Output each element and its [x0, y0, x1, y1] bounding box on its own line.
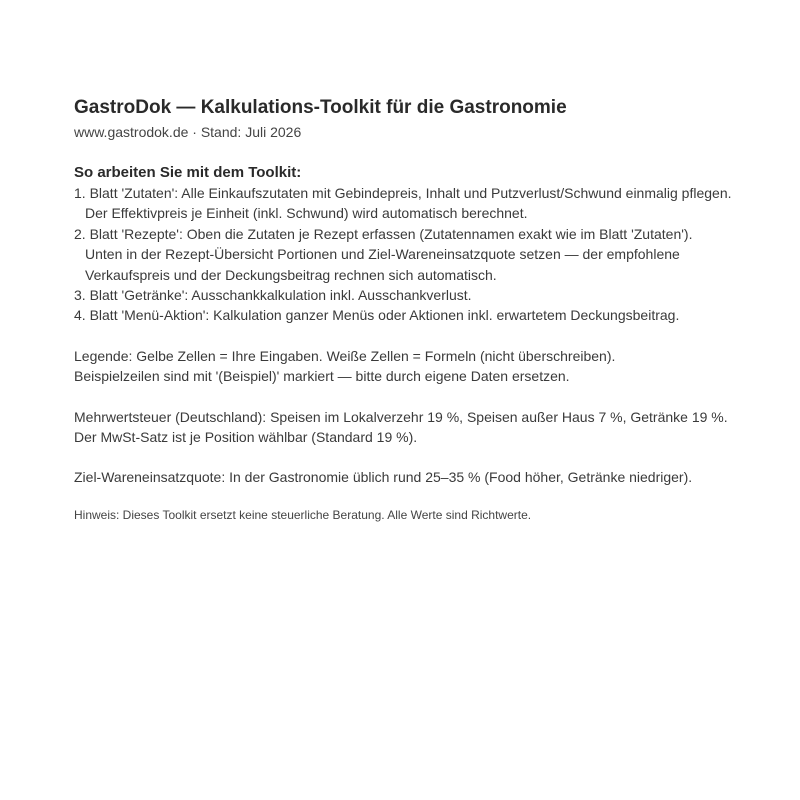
page-title: GastroDok — Kalkulations-Toolkit für die Gastronomie	[74, 97, 567, 118]
instruction-step-1: 1. Blatt 'Zutaten': Alle Einkaufszutaten mit Gebindepreis, Inhalt und Putzverlust/Schwund einmalig pflegen.	[74, 185, 732, 201]
instruction-step-2-continued-2: Verkaufspreis und der Deckungsbeitrag rechnen sich automatisch.	[85, 266, 497, 283]
target-quota-line: Ziel-Wareneinsatzquote: In der Gastronomie üblich rund 25–35 % (Food höher, Getränke niedriger).	[74, 469, 693, 486]
disclaimer-note: Hinweis: Dieses Toolkit ersetzt keine steuerliche Beratung. Alle Werte sind Richtwerte.	[74, 507, 532, 522]
spacer	[74, 326, 774, 346]
legend-line-2: Beispielzeilen sind mit '(Beispiel)' markiert — bitte durch eigene Daten ersetzen.	[74, 368, 570, 385]
spacer	[74, 387, 774, 407]
document-body	[74, 96, 774, 524]
vat-line-2: Der MwSt-Satz ist je Position wählbar (Standard 19 %).	[74, 429, 418, 446]
instruction-step-3: 3. Blatt 'Getränke': Ausschankkalkulation inkl. Ausschankverlust.	[74, 287, 472, 304]
vat-line-1: Mehrwertsteuer (Deutschland): Speisen im Lokalverzehr 19 %, Speisen außer Haus 7 %, Getränke 19 %.	[74, 408, 728, 425]
instruction-step-2-continued: Unten in der Rezept-Übersicht Portionen und Ziel-Wareneinsatzquote setzen — der empfohlene	[85, 246, 680, 263]
legend-line-1: Legende: Gelbe Zellen = Ihre Eingaben. Weiße Zellen = Formeln (nicht überschreiben).	[74, 347, 616, 364]
instructions-heading: So arbeiten Sie mit dem Toolkit:	[74, 164, 302, 181]
instruction-step-2: 2. Blatt 'Rezepte': Oben die Zutaten je Rezept erfassen (Zutatennamen exakt wie im Blatt 'Zutaten').	[74, 225, 693, 242]
spacer	[74, 447, 774, 467]
instruction-step-1-continued: Der Effektivpreis je Einheit (inkl. Schwund) wird automatisch berechnet.	[85, 205, 528, 222]
page-subtitle: www.gastrodok.de · Stand: Juli 2026	[74, 124, 302, 140]
instruction-step-4: 4. Blatt 'Menü-Aktion': Kalkulation ganzer Menüs oder Aktionen inkl. erwartetem Deckungsbeitrag.	[74, 307, 680, 324]
